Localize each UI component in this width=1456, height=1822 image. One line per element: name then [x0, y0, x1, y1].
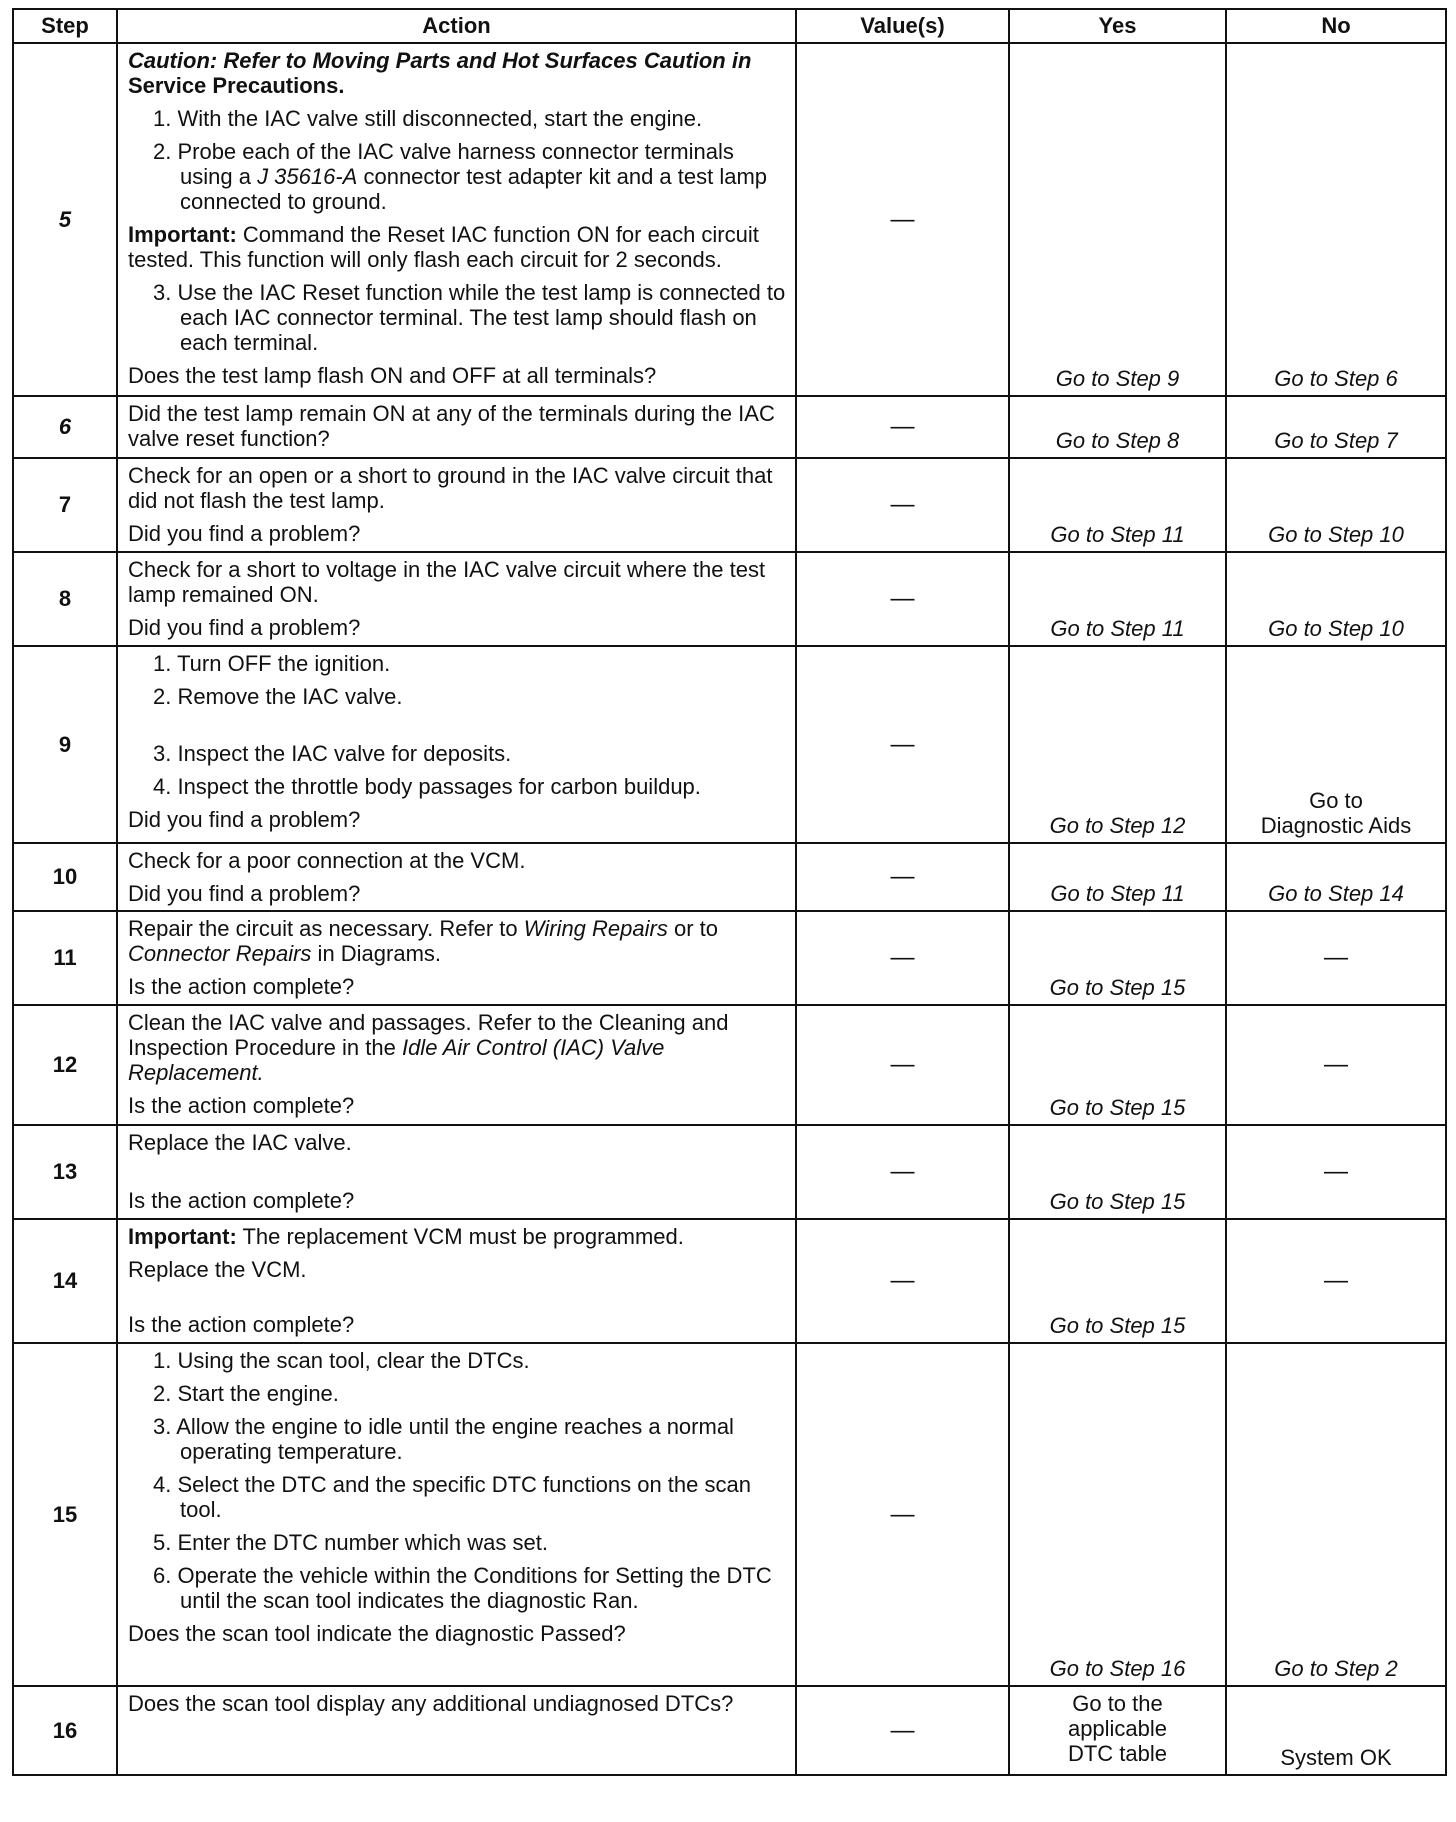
reference-link: Wiring Repairs [523, 916, 668, 941]
question-text: Did the test lamp remain ON at any of the terminals during the IAC valve reset function? [128, 401, 775, 451]
list-item: 1. Using the scan tool, clear the DTCs. [153, 1348, 530, 1373]
question-text: Does the test lamp flash ON and OFF at all terminals? [128, 363, 657, 388]
table-row-step-11 [13, 911, 1446, 1005]
table-row-step-5 [13, 43, 1446, 396]
value-cell: — [796, 911, 1009, 1005]
table-row-step-15 [13, 1343, 1446, 1686]
list-item: 1. With the IAC valve still disconnected, start the engine. [153, 106, 703, 131]
action-cell [117, 1125, 796, 1219]
list-item: 4. Select the DTC and the specific DTC functions on the scan tool. [153, 1472, 751, 1522]
action-cell [117, 396, 796, 458]
header-row [13, 9, 1446, 43]
question-text: Is the action complete? [128, 1312, 355, 1337]
header-values: Value(s) [796, 9, 1009, 43]
question-text: Is the action complete? [128, 974, 355, 999]
no-cell: — [1226, 1005, 1446, 1125]
no-cell: — [1226, 1219, 1446, 1343]
important-note: Important: The replacement VCM must be programmed. [128, 1224, 684, 1249]
no-cell: Go to Step 10 [1226, 458, 1446, 552]
action-cell [117, 843, 796, 911]
question-text: Did you find a problem? [128, 881, 361, 906]
action-cell [117, 43, 796, 396]
question-text: Did you find a problem? [128, 807, 361, 832]
value-cell: — [796, 1343, 1009, 1686]
list-item: 2. Remove the IAC valve. [153, 684, 403, 709]
list-item: 2. Probe each of the IAC valve harness connector terminals using a J 35616-A connector test adapter kit and a test lamp connected to ground. [153, 139, 768, 214]
step-number: 9 [13, 646, 117, 843]
yes-cell-line: Go to the [1072, 1691, 1163, 1716]
question-text: Did you find a problem? [128, 615, 361, 640]
header-no: No [1226, 9, 1446, 43]
no-cell: Go to Step 7 [1226, 396, 1446, 458]
no-cell-line: Diagnostic Aids [1260, 813, 1412, 838]
caution-reference: Service Precautions. [128, 73, 345, 98]
action-cell [117, 552, 796, 646]
tool-reference: J 35616-A [257, 164, 358, 189]
yes-cell: Go to Step 15 [1009, 1125, 1226, 1219]
no-cell: System OK [1226, 1686, 1446, 1775]
step-number: 15 [13, 1343, 117, 1686]
table-row-step-10 [13, 843, 1446, 911]
yes-cell [1009, 1686, 1226, 1775]
action-text: Check for an open or a short to ground in the IAC valve circuit that did not flash the test lamp. [128, 463, 773, 513]
value-cell: — [796, 552, 1009, 646]
yes-cell: Go to Step 9 [1009, 43, 1226, 396]
caution-note [128, 48, 787, 98]
diagnostic-table [12, 8, 1447, 1776]
yes-cell: Go to Step 12 [1009, 646, 1226, 843]
no-cell-line: Go to [1309, 788, 1363, 813]
list-item: 5. Enter the DTC number which was set. [153, 1530, 548, 1555]
table-row-step-12 [13, 1005, 1446, 1125]
table-row-step-9 [13, 646, 1446, 843]
value-cell: — [796, 1125, 1009, 1219]
yes-cell: Go to Step 16 [1009, 1343, 1226, 1686]
list-item: 4. Inspect the throttle body passages for carbon buildup. [153, 774, 701, 799]
list-item: 3. Use the IAC Reset function while the test lamp is connected to each IAC connector terminal. The test lamp should flash on each terminal. [153, 280, 786, 355]
yes-cell: Go to Step 15 [1009, 1219, 1226, 1343]
value-cell: — [796, 1686, 1009, 1775]
action-cell [117, 911, 796, 1005]
action-text: Replace the IAC valve. [128, 1130, 352, 1155]
value-cell: — [796, 458, 1009, 552]
important-label: Important: [128, 1224, 237, 1249]
step-number: 14 [13, 1219, 117, 1343]
yes-cell: Go to Step 15 [1009, 1005, 1226, 1125]
yes-cell: Go to Step 15 [1009, 911, 1226, 1005]
action-text: Replace the VCM. [128, 1257, 307, 1282]
no-cell: Go to Step 2 [1226, 1343, 1446, 1686]
no-cell: Go to Step 10 [1226, 552, 1446, 646]
table-row-step-6 [13, 396, 1446, 458]
value-cell: — [796, 43, 1009, 396]
no-cell: — [1226, 911, 1446, 1005]
list-item: 3. Inspect the IAC valve for deposits. [153, 741, 512, 766]
step-number: 13 [13, 1125, 117, 1219]
table-row-step-7 [13, 458, 1446, 552]
table-row-step-13 [13, 1125, 1446, 1219]
yes-cell: Go to Step 11 [1009, 843, 1226, 911]
step-number: 5 [13, 43, 117, 396]
action-cell [117, 1005, 796, 1125]
important-label: Important: [128, 222, 237, 247]
question-text: Is the action complete? [128, 1188, 355, 1213]
yes-cell-line: DTC table [1067, 1741, 1168, 1766]
value-cell: — [796, 843, 1009, 911]
yes-cell: Go to Step 11 [1009, 552, 1226, 646]
step-number: 7 [13, 458, 117, 552]
question-text: Did you find a problem? [128, 521, 361, 546]
value-cell: — [796, 396, 1009, 458]
caution-label: Caution: Refer to Moving Parts and Hot Surfaces Caution in [128, 48, 752, 73]
important-note: Important: Command the Reset IAC function ON for each circuit tested. This function will only flash each circuit for 2 seconds. [128, 222, 759, 272]
yes-cell: Go to Step 8 [1009, 396, 1226, 458]
question-text: Does the scan tool display any additional undiagnosed DTCs? [128, 1691, 734, 1716]
action-cell [117, 646, 796, 843]
value-cell: — [796, 1005, 1009, 1125]
question-text: Is the action complete? [128, 1093, 355, 1118]
yes-cell: Go to Step 11 [1009, 458, 1226, 552]
list-item: 2. Start the engine. [153, 1381, 339, 1406]
action-text: Clean the IAC valve and passages. Refer to the Cleaning and Inspection Procedure in the Idle Air Control (IAC) Valve Replacement. [128, 1010, 729, 1085]
header-step: Step [13, 9, 117, 43]
no-cell: — [1226, 1125, 1446, 1219]
list-item: 1. Turn OFF the ignition. [153, 651, 391, 676]
yes-cell-line: applicable [1067, 1716, 1168, 1741]
step-number: 8 [13, 552, 117, 646]
action-cell [117, 1219, 796, 1343]
table-row-step-8 [13, 552, 1446, 646]
list-item: 3. Allow the engine to idle until the engine reaches a normal operating temperature. [153, 1414, 734, 1464]
value-cell: — [796, 646, 1009, 843]
step-number: 6 [13, 396, 117, 458]
reference-link: Idle Air Control (IAC) Valve Replacement. [128, 1035, 665, 1085]
action-cell [117, 1686, 796, 1775]
action-cell [117, 1343, 796, 1686]
reference-link: Connector Repairs [128, 941, 312, 966]
question-text: Does the scan tool indicate the diagnostic Passed? [128, 1621, 626, 1646]
no-cell: Go to Step 6 [1226, 43, 1446, 396]
action-text: Check for a poor connection at the VCM. [128, 848, 526, 873]
no-cell [1226, 646, 1446, 843]
action-text: Check for a short to voltage in the IAC valve circuit where the test lamp remained ON. [128, 557, 766, 607]
value-cell: — [796, 1219, 1009, 1343]
header-yes: Yes [1009, 9, 1226, 43]
no-cell: Go to Step 14 [1226, 843, 1446, 911]
step-number: 16 [13, 1686, 117, 1775]
table-row-step-14 [13, 1219, 1446, 1343]
action-text: Repair the circuit as necessary. Refer to Wiring Repairs or to Connector Repairs in Diagrams. [128, 916, 718, 966]
list-item: 6. Operate the vehicle within the Conditions for Setting the DTC until the scan tool indicates the diagnostic Ran. [153, 1563, 772, 1613]
step-number: 12 [13, 1005, 117, 1125]
table-row-step-16 [13, 1686, 1446, 1775]
action-cell [117, 458, 796, 552]
step-number: 10 [13, 843, 117, 911]
header-action: Action [117, 9, 796, 43]
step-number: 11 [13, 911, 117, 1005]
